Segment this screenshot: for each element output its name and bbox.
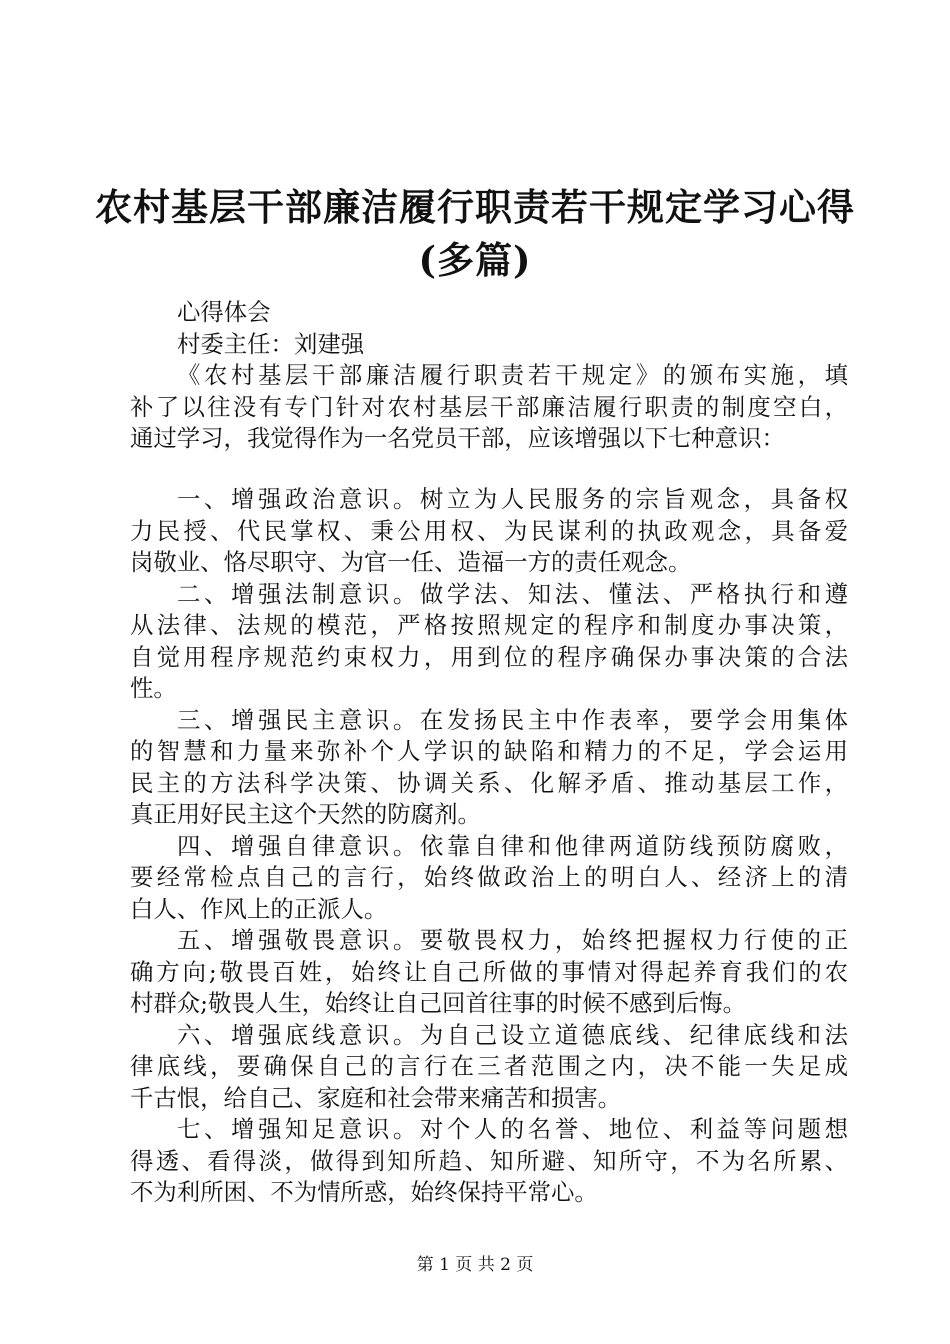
paragraph-line: 七、增强知足意识。对个人的名誉、地位、利益等问题想 [177, 1115, 848, 1143]
header-label: 心得体会 [177, 298, 271, 326]
paragraph-line: 从法律、法规的模范，严格按照规定的程序和制度办事决策， [130, 611, 848, 639]
paragraph-line: 得透、看得淡，做得到知所趋、知所避、知所守，不为名所累、 [130, 1146, 848, 1175]
paragraph-line: 确方向;敬畏百姓，始终让自己所做的事情对得起养育我们的农 [130, 957, 848, 986]
page-footer: 第 1 页 共 2 页 [416, 1255, 534, 1275]
paragraph-line: 二、增强法制意识。做学法、知法、懂法、严格执行和遵 [177, 579, 848, 608]
paragraph-item [130, 1020, 848, 1115]
paragraph-line: 白人、作风上的正派人。 [130, 894, 388, 923]
paragraph-line: 通过学习，我觉得作为一名党员干部，应该增强以下七种意识： [130, 424, 785, 452]
paragraph-line: 岗敬业、恪尽职守、为官一任、造福一方的责任观念。 [130, 548, 692, 576]
paragraph-item [130, 705, 848, 831]
paragraph-line: 真正用好民主这个天然的防腐剂。 [130, 800, 481, 828]
paragraph-line: 的智慧和力量来弥补个人学识的缺陷和精力的不足，学会运用 [130, 737, 848, 765]
paragraph-line: 性。 [130, 674, 177, 702]
paragraph-line: 不为利所困、不为情所惑，始终保持平常心。 [130, 1178, 598, 1206]
document-subtitle: (多篇) [418, 238, 532, 282]
paragraph-line: 律底线，要确保自己的言行在三者范围之内，决不能一失足成 [130, 1052, 848, 1080]
paragraph-line: 补了以往没有专门针对农村基层干部廉洁履行职责的制度空白， [130, 392, 848, 421]
paragraph-line: 要经常检点自己的言行，始终做政治上的明白人、经济上的清 [130, 863, 848, 891]
paragraph-item [130, 1114, 848, 1209]
document-title: 农村基层干部廉洁履行职责若干规定学习心得 [95, 185, 855, 229]
body-paragraphs [130, 484, 848, 1209]
paragraph-line: 《农村基层干部廉洁履行职责若干规定》的颁布实施，填 [177, 361, 848, 389]
header-author: 村委主任：刘建强 [177, 329, 365, 358]
intro-paragraph [130, 360, 848, 455]
paragraph-line: 五、增强敬畏意识。要敬畏权力，始终把握权力行使的正 [177, 926, 848, 954]
paragraph-item [130, 925, 848, 1020]
paragraph-line: 力民授、代民掌权、秉公用权、为民谋利的执政观念，具备爱 [130, 516, 848, 545]
paragraph-line: 六、增强底线意识。为自己设立道德底线、纪律底线和法 [177, 1020, 848, 1049]
paragraph-item [130, 579, 848, 705]
paragraph-line: 一、增强政治意识。树立为人民服务的宗旨观念，具备权 [177, 485, 848, 513]
paragraph-line: 四、增强自律意识。依靠自律和他律两道防线预防腐败， [177, 831, 848, 860]
paragraph-line: 三、增强民主意识。在发扬民主中作表率，要学会用集体 [177, 705, 848, 734]
header-block [130, 297, 848, 360]
paragraph-item [130, 484, 848, 579]
paragraph-item [130, 831, 848, 926]
paragraph-line: 民主的方法科学决策、协调关系、化解矛盾、推动基层工作， [130, 768, 848, 797]
paragraph-line: 自觉用程序规范约束权力，用到位的程序确保办事决策的合法 [130, 642, 848, 671]
paragraph-line: 村群众;敬畏人生，始终让自己回首往事的时候不感到后悔。 [130, 989, 747, 1017]
paragraph-line: 千古恨，给自己、家庭和社会带来痛苦和损害。 [130, 1083, 622, 1112]
